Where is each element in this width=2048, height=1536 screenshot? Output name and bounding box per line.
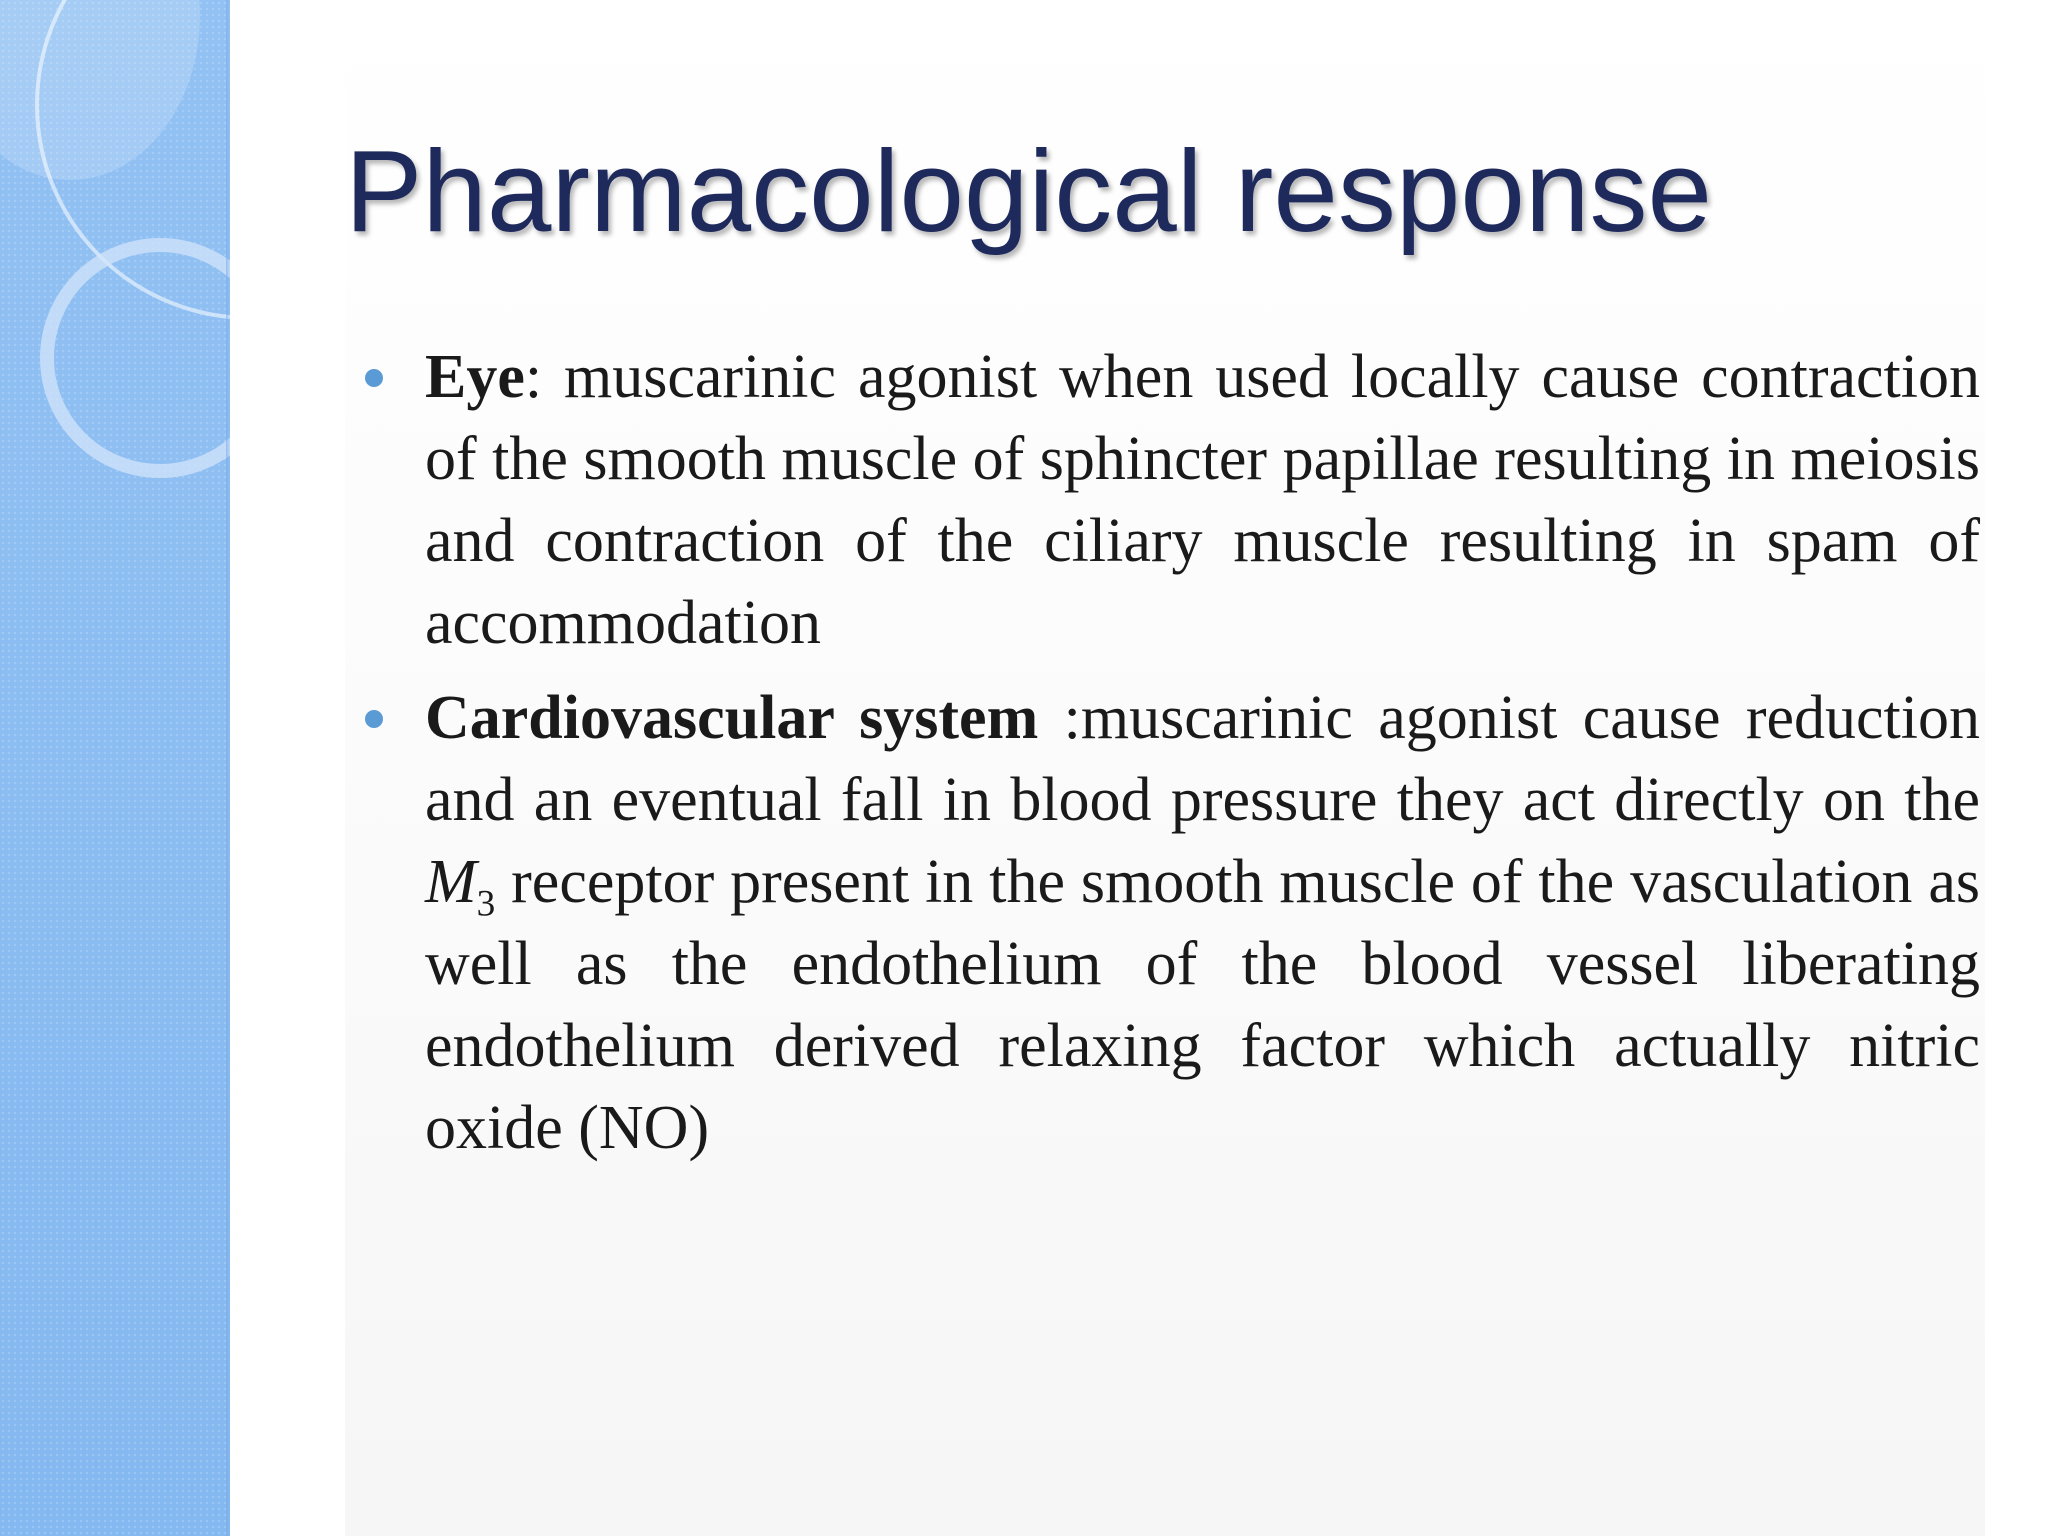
math-subscript: 3 [476, 883, 496, 925]
slide-title: Pharmacological response [345, 126, 1712, 256]
decorative-side-panel [0, 0, 230, 1536]
bullet-eye [425, 336, 1980, 664]
bullet-list [425, 336, 1980, 1182]
bullet-dot-icon [365, 369, 383, 387]
math-symbol [425, 848, 496, 925]
bullet-dot-icon [365, 710, 383, 728]
bullet-text: :muscarinic agonist cause reduction and an eventual fall in blood pressure they act directly on the [425, 684, 1980, 834]
bullet-text: : muscarinic agonist when used locally cause contraction of the smooth muscle of sphincter papillae resulting in meiosis and contraction of the ciliary muscle resulting in spam of accommodation [425, 343, 1980, 657]
math-symbol-letter: M [425, 848, 477, 916]
bullet-text: receptor present in the smooth muscle of the vasculation as well as the endothelium of the blood vessel liberating endothelium derived relaxing factor which actually nitric oxide (NO) [425, 848, 1980, 1162]
bullet-term: Eye [425, 343, 525, 411]
side-panel-edge [226, 0, 230, 1536]
bullet-term: Cardiovascular system [425, 684, 1039, 752]
decorative-ring-small [40, 238, 230, 478]
bullet-cardiovascular [425, 677, 1980, 1169]
